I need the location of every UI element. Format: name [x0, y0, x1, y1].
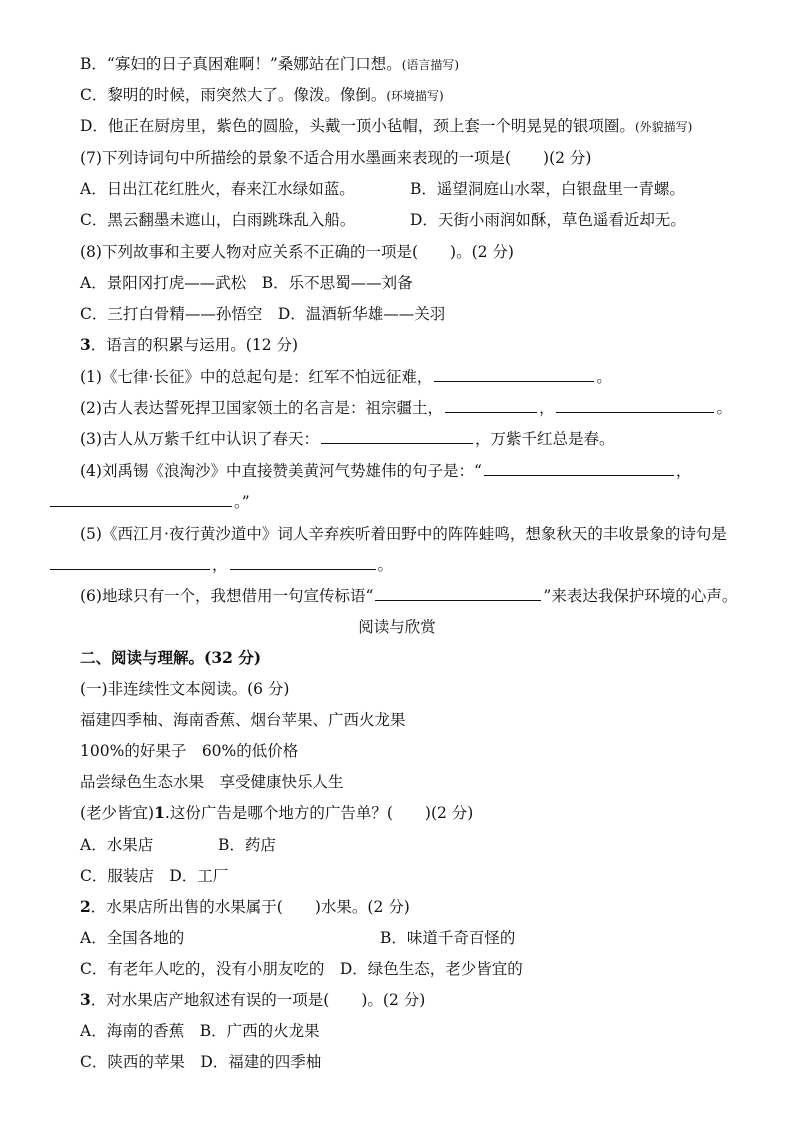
- reading-q1-option-b: [218, 833, 276, 857]
- s3-item2: [80, 396, 732, 420]
- s3-item3-blank[interactable]: [321, 427, 473, 444]
- s3-item4-blank1[interactable]: [484, 459, 674, 476]
- q6-option-b-note: (语言描写): [401, 58, 460, 72]
- reading-q2-option-b-text: B．味道千奇百怪的: [380, 929, 516, 947]
- reading-q3-score: )。(2 分): [361, 991, 426, 1009]
- s3-item1-blank[interactable]: [434, 365, 594, 382]
- reading-q1-option-a-text: A．水果店: [80, 836, 154, 854]
- reading-q3-options-cd-text: C．陕西的苹果 D．福建的四季柚: [80, 1053, 322, 1071]
- s3-item3-text: (3)古人从万紫千红中认识了春天：: [80, 430, 319, 448]
- reading-q2-option-a-text: A．全国各地的: [80, 929, 185, 947]
- q6-option-d: [80, 114, 692, 138]
- q7-option-d: D．天街小雨润如酥，草色遥看近却无。: [410, 211, 686, 229]
- reading-q2-stem: [80, 895, 410, 919]
- s3-item6-end: ”来表达我保护环境的心声。: [543, 587, 738, 605]
- reading-q2-score: )水果。(2 分): [314, 898, 410, 916]
- subsection1-title-text: (一)非连续性文本阅读。(6 分): [80, 680, 290, 698]
- reading-q1-text: .这份广告是哪个地方的广告单？(: [164, 804, 393, 822]
- q8-options-cd: [80, 302, 445, 326]
- s3-item2-blank2[interactable]: [556, 396, 714, 413]
- q7-option-d-wrap: [410, 208, 686, 232]
- s3-item4-sep: ，: [675, 462, 692, 480]
- s3-item5-blank1[interactable]: [50, 553, 210, 570]
- s3-item1: [80, 365, 612, 389]
- q7-stem-score: )(2 分): [543, 149, 592, 167]
- s3-item4-cont: [48, 490, 250, 514]
- ad-line-3-text: 品尝绿色生态水果 享受健康快乐人生: [80, 773, 344, 791]
- q6-option-c-note: (环境描写): [386, 89, 444, 103]
- reading-q2-number: 2: [80, 897, 91, 916]
- reading-q1-option-b-text: B．药店: [218, 836, 276, 854]
- reading-q3-text: ．对水果店产地叙述有误的一项是(: [90, 991, 330, 1009]
- s3-item5-text: (5)《西江月·夜行黄沙道中》词人辛弃疾听着田野中的阵阵蛙鸣，想象秋天的丰收景象的诗句是: [80, 525, 727, 543]
- s3-item3: [80, 427, 614, 451]
- part2-title: [80, 646, 261, 670]
- ad-line-1-text: 福建四季柚、海南香蕉、烟台苹果、广西火龙果: [80, 711, 406, 729]
- q6-option-d-text: D．他正在厨房里，紫色的圆脸，头戴一顶小毡帽，颈上套一个明晃晃的银项圈。: [80, 117, 635, 135]
- q6-option-c-text: C．黎明的时候，雨突然大了。像泼。像倒。: [80, 86, 387, 104]
- s3-item2-text: (2)古人表达誓死捍卫国家领土的名言是：祖宗疆土，: [80, 399, 443, 417]
- q7-option-b-wrap: [410, 177, 685, 201]
- s3-item6: [80, 584, 737, 608]
- reading-q1-number: 1: [154, 803, 165, 822]
- q8-options-ab: [80, 271, 413, 295]
- section3-number: 3: [80, 335, 91, 354]
- section3-title: [80, 333, 298, 357]
- reading-q2-options-cd: [80, 957, 523, 981]
- q6-option-c: [80, 83, 444, 107]
- reading-q1-stem: [80, 801, 473, 825]
- q7-options-cd: [80, 208, 355, 232]
- ad-line-1: [80, 708, 406, 732]
- ad-line-2: [80, 739, 298, 763]
- reading-q1-score: )(2 分): [424, 804, 474, 822]
- s3-item5: [80, 522, 727, 546]
- reading-q2-option-a: [80, 926, 184, 950]
- q6-option-d-note: (外貌描写): [634, 120, 693, 134]
- q8-options-ab-text: A．景阳冈打虎——武松 B．乐不思蜀——刘备: [80, 274, 413, 292]
- reading-q1-options-cd-text: C．服装店 D．工厂: [80, 867, 229, 885]
- reading-q3-options-ab-text: A．海南的香蕉 B．广西的火龙果: [80, 1022, 320, 1040]
- s3-item5-end: 。: [377, 556, 394, 574]
- subsection1-title: [80, 677, 289, 701]
- reading-q3-options-cd: [80, 1050, 321, 1074]
- part2-title-text: 二、阅读与理解。(32 分): [80, 648, 262, 667]
- q7-option-b: B．遥望洞庭山水翠，白银盘里一青螺。: [410, 180, 685, 198]
- reading-q2-text: ．水果店所出售的水果属于(: [90, 898, 283, 916]
- q7-stem: [80, 146, 591, 170]
- s3-item5-blank2[interactable]: [230, 553, 376, 570]
- q8-stem: [80, 240, 514, 264]
- s3-item6-blank[interactable]: [375, 584, 541, 601]
- reading-q1-options-cd: [80, 864, 228, 888]
- reading-q1-option-a: [80, 833, 153, 857]
- ad-line-3: [80, 770, 344, 794]
- s3-item4-text: (4)刘禹锡《浪淘沙》中直接赞美黄河气势雄伟的句子是：“: [80, 462, 482, 480]
- q7-option-c: C．黑云翻墨未遮山，白雨跳珠乱入船。: [80, 211, 356, 229]
- ad-line-4-text: (老少皆宜): [80, 804, 155, 822]
- s3-item1-text: (1)《七律·长征》中的总起句是：红军不怕远征难，: [80, 368, 433, 386]
- section3-title-text: ．语言的积累与运用。(12 分): [90, 336, 299, 354]
- s3-item6-text: (6)地球只有一个，我想借用一句宣传标语“: [80, 587, 374, 605]
- s3-item2-blank1[interactable]: [445, 396, 537, 413]
- q8-stem-text: (8)下列故事和主要人物对应关系不正确的一项是(: [80, 243, 419, 261]
- reading-heading-text: 阅读与欣赏: [358, 618, 436, 636]
- q8-options-cd-text: C．三打白骨精——孙悟空 D．温酒斩华雄——关羽: [80, 305, 446, 323]
- s3-item2-end: 。: [716, 399, 732, 417]
- q6-option-b-text: B．“寡妇的日子真困难啊！”桑娜站在门口想。: [80, 55, 402, 73]
- q7-stem-text: (7)下列诗词句中所描绘的景象不适合用水墨画来表现的一项是(: [80, 149, 512, 167]
- s3-item4-end: 。”: [234, 493, 250, 511]
- s3-item2-sep: ，: [538, 399, 555, 417]
- q7-options-ab: [80, 177, 355, 201]
- ad-line-2-text: 100%的好果子 60%的低价格: [80, 742, 299, 760]
- s3-item4: [80, 459, 691, 483]
- reading-q3-options-ab: [80, 1019, 320, 1043]
- s3-item4-blank2[interactable]: [50, 490, 232, 507]
- reading-q2-option-b: [380, 926, 515, 950]
- reading-q3-number: 3: [80, 990, 91, 1009]
- s3-item1-end: 。: [596, 368, 612, 386]
- q6-option-b: [80, 52, 459, 76]
- reading-heading: [0, 615, 794, 639]
- reading-q2-options-cd-text: C．有老年人吃的，没有小朋友吃的 D．绿色生态，老少皆宜的: [80, 960, 523, 978]
- s3-item5-sep: ，: [212, 556, 228, 574]
- s3-item5-cont: [48, 553, 393, 577]
- q7-option-a: A．日出江花红胜火，春来江水绿如蓝。: [80, 180, 355, 198]
- s3-item3-end: ，万紫千红总是春。: [474, 430, 615, 448]
- q8-stem-score: )。(2 分): [450, 243, 514, 261]
- reading-q3-stem: [80, 988, 425, 1012]
